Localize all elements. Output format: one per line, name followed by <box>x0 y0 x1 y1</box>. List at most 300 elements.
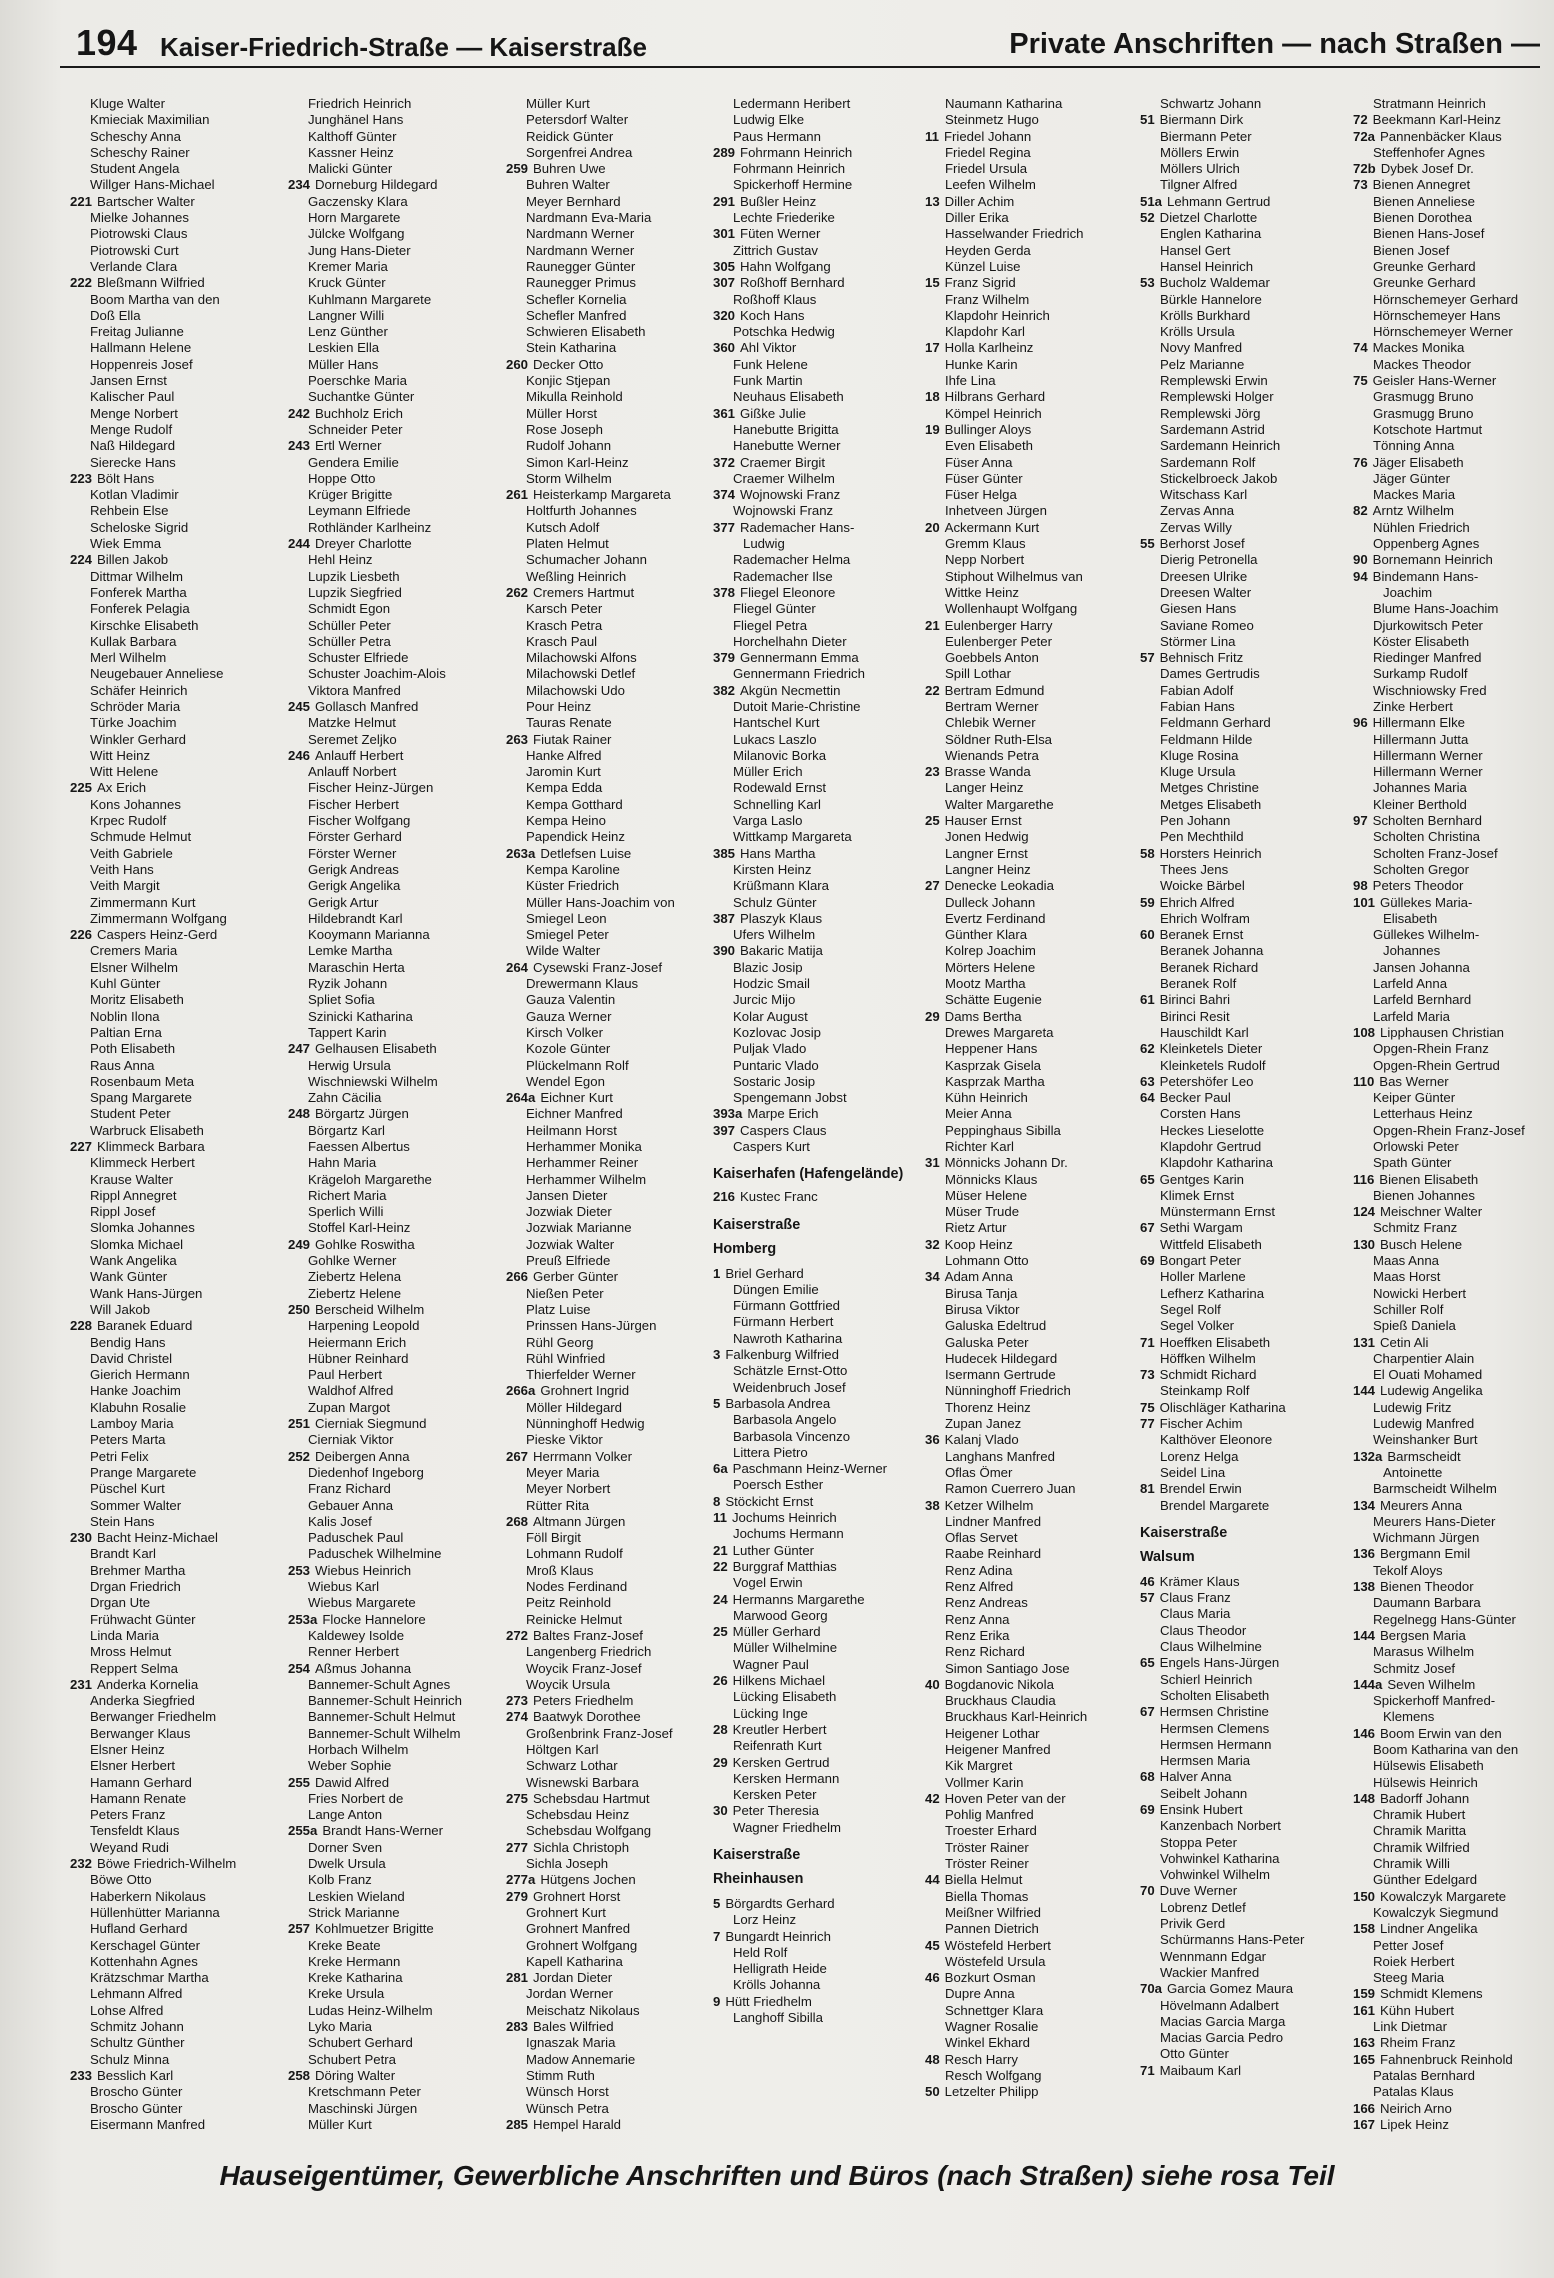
listing-entry <box>506 1889 716 1905</box>
listing-entry <box>70 1661 280 1677</box>
resident-name: Besslich Karl <box>97 2067 174 2083</box>
listing-entry <box>1140 1286 1350 1302</box>
listing-entry <box>1140 1269 1350 1285</box>
resident-name: Reinicke Helmut <box>526 1611 623 1627</box>
listing-entry <box>1140 960 1350 976</box>
resident-name: Daumann Barbara <box>1373 1595 1481 1611</box>
resident-name: Kuhl Günter <box>90 976 161 992</box>
resident-name: Hunke Karin <box>945 356 1018 372</box>
resident-name: Nepp Norbert <box>945 552 1025 568</box>
listing-entry <box>925 1025 1135 1041</box>
listing-entry <box>713 1123 923 1139</box>
house-number: 58 <box>1140 845 1155 861</box>
resident-name: Chlebik Werner <box>945 715 1036 731</box>
resident-name: Zervas Willy <box>1160 519 1232 535</box>
listing-entry <box>1140 1835 1350 1851</box>
resident-name: Krägeloh Margarethe <box>308 1171 432 1187</box>
resident-name: Zupan Margot <box>308 1399 391 1415</box>
house-number: 277a <box>506 1872 536 1888</box>
listing-entry <box>1140 1998 1350 2014</box>
house-number: 148 <box>1353 1790 1376 1806</box>
listing-entry <box>1140 1090 1350 1106</box>
listing-entry <box>288 2117 498 2133</box>
resident-name: Rütter Rita <box>526 1497 590 1513</box>
listing-entry <box>506 1025 716 1041</box>
listing-entry <box>70 699 280 715</box>
resident-name: Chramik Wilfried <box>1373 1839 1470 1855</box>
house-number: 52 <box>1140 210 1155 226</box>
listing-entry <box>70 569 280 585</box>
resident-name: Anlauff Norbert <box>308 764 397 780</box>
resident-name: Kotlan Vladimir <box>90 487 179 503</box>
listing-entry <box>713 308 923 324</box>
heading-text: Walsum <box>1140 1548 1195 1565</box>
house-number: 281 <box>506 1970 529 1986</box>
resident-name: Djurkowitsch Peter <box>1373 617 1483 633</box>
listing-entry <box>70 1823 280 1839</box>
listing-entry <box>506 129 716 145</box>
listing-entry <box>70 1595 280 1611</box>
resident-name: Kruck Günter <box>308 275 386 291</box>
listing-entry <box>70 911 280 927</box>
resident-name: Pen Johann <box>1160 813 1231 829</box>
resident-name: Cysewski Franz-Josef <box>533 959 662 975</box>
listing-entry <box>713 1787 923 1803</box>
resident-name: Kreutler Herbert <box>732 1721 827 1737</box>
resident-name: Stratmann Heinrich <box>1373 96 1486 111</box>
resident-name: Wittfeld Elisabeth <box>1160 1236 1262 1252</box>
resident-name: Bartscher Walter <box>97 193 195 209</box>
house-number: 291 <box>713 193 736 209</box>
listing-entry <box>713 1738 923 1754</box>
listing-entry <box>1353 1465 1543 1481</box>
resident-name: Fries Norbert de <box>308 1790 404 1806</box>
resident-name: Hanebutte Werner <box>733 438 841 454</box>
listing-entry <box>506 992 716 1008</box>
listing-entry <box>288 797 498 813</box>
listing-entry <box>70 1269 280 1285</box>
listing-entry <box>70 275 280 291</box>
house-number: 242 <box>288 405 311 421</box>
resident-name: Blume Hans-Joachim <box>1373 601 1499 617</box>
resident-name: Moritz Elisabeth <box>90 992 184 1008</box>
listing-entry <box>288 1905 498 1921</box>
street-heading <box>713 1216 923 1234</box>
resident-name: Holler Marlene <box>1160 1269 1246 1285</box>
resident-name: Hudecek Hildegard <box>945 1350 1058 1366</box>
listing-entry <box>713 1640 923 1656</box>
resident-name: Witt Helene <box>90 764 159 780</box>
listing-entry <box>713 992 923 1008</box>
resident-name: Schmitz Franz <box>1373 1220 1458 1236</box>
listing-entry <box>713 406 923 422</box>
listing-entry <box>70 813 280 829</box>
listing-entry <box>506 471 716 487</box>
resident-name: Hermanns Margarethe <box>732 1591 865 1607</box>
house-number: 227 <box>70 1139 93 1154</box>
resident-name: Simon Karl-Heinz <box>526 454 629 470</box>
resident-name: Patalas Bernhard <box>1373 2067 1475 2083</box>
listing-entry <box>288 764 498 780</box>
listing-entry <box>288 1074 498 1090</box>
listing-entry <box>506 1742 716 1758</box>
listing-entry <box>713 699 923 715</box>
resident-name: Vohwinkel Katharina <box>1160 1850 1280 1866</box>
resident-name: Lohmann Rudolf <box>526 1546 623 1562</box>
listing-entry <box>1353 1840 1543 1856</box>
directory-column-2 <box>288 96 498 2136</box>
listing-entry <box>506 1302 716 1318</box>
listing-entry <box>506 1318 716 1334</box>
resident-name: Drewermann Klaus <box>526 976 639 992</box>
listing-entry <box>925 1204 1135 1220</box>
resident-name: Kreke Katharina <box>308 1970 403 1986</box>
listing-entry <box>506 226 716 242</box>
resident-name: Gauza Werner <box>526 1008 612 1024</box>
house-number: 226 <box>70 927 93 943</box>
listing-entry <box>925 585 1135 601</box>
resident-name: Vohwinkel Wilhelm <box>1160 1867 1270 1883</box>
listing-entry <box>288 1367 498 1383</box>
resident-name: Stoppa Peter <box>1160 1834 1237 1850</box>
listing-entry <box>1353 1335 1543 1351</box>
house-number: 82 <box>1353 503 1368 519</box>
listing-entry <box>70 1546 280 1562</box>
listing-entry <box>70 976 280 992</box>
listing-entry <box>713 471 923 487</box>
resident-name: Johannes <box>1383 943 1441 959</box>
page-header <box>60 22 1540 68</box>
resident-name: Müller Horst <box>526 405 598 421</box>
resident-name: Klimmeck Barbara <box>97 1139 205 1154</box>
listing-entry <box>713 895 923 911</box>
listing-entry <box>925 1954 1135 1970</box>
resident-name: Ludewig Fritz <box>1373 1399 1452 1415</box>
listing-entry <box>713 552 923 568</box>
listing-entry <box>713 732 923 748</box>
resident-name: Eulenberger Peter <box>945 633 1053 649</box>
resident-name: Weinshanker Burt <box>1373 1432 1478 1448</box>
resident-name: Kirsch Volker <box>526 1024 603 1040</box>
house-number: 55 <box>1140 536 1155 552</box>
listing-entry <box>1353 1351 1543 1367</box>
resident-name: Diller Achim <box>944 193 1015 209</box>
resident-name: Heigener Lothar <box>945 1725 1040 1741</box>
listing-entry <box>713 1657 923 1673</box>
resident-name: Schmidt Klemens <box>1380 1986 1483 2002</box>
resident-name: Hübner Reinhard <box>308 1350 409 1366</box>
resident-name: Wiebus Heinrich <box>315 1562 412 1578</box>
listing-entry <box>1140 275 1350 291</box>
resident-name: Meischatz Nikolaus <box>526 2002 640 2018</box>
house-number: 254 <box>288 1660 311 1676</box>
listing-entry <box>713 683 923 699</box>
listing-entry <box>1353 1090 1543 1106</box>
house-number: 387 <box>713 910 736 926</box>
resident-name: Piotrowski Claus <box>90 226 188 242</box>
resident-name: Oppenberg Agnes <box>1373 536 1480 552</box>
listing-entry <box>925 1921 1135 1937</box>
resident-name: Woicke Bärbel <box>1160 878 1245 894</box>
listing-entry <box>925 1400 1135 1416</box>
house-number: 36 <box>925 1432 940 1448</box>
listing-entry <box>70 308 280 324</box>
resident-name: Lipphausen Christian <box>1380 1024 1504 1040</box>
listing-entry <box>925 569 1135 585</box>
listing-entry <box>1140 1639 1350 1655</box>
resident-name: Renz Erika <box>945 1627 1010 1643</box>
listing-entry <box>506 2117 716 2133</box>
listing-entry <box>70 895 280 911</box>
resident-name: Bruckhaus Karl-Heinrich <box>945 1709 1088 1725</box>
resident-name: Raunegger Günter <box>526 258 636 274</box>
listing-entry <box>925 2035 1135 2051</box>
listing-entry <box>506 1188 716 1204</box>
resident-name: Ramon Cuerrero Juan <box>945 1481 1076 1497</box>
resident-name: Krüger Brigitte <box>308 487 393 503</box>
listing-entry <box>70 1302 280 1318</box>
resident-name: Spengemann Jobst <box>733 1090 847 1106</box>
listing-entry <box>70 1758 280 1774</box>
resident-name: Ehrich Alfred <box>1159 894 1235 910</box>
listing-entry <box>506 618 716 634</box>
resident-name: Anlauff Herbert <box>315 747 404 763</box>
listing-entry <box>70 1856 280 1872</box>
house-number: 253 <box>288 1562 311 1578</box>
listing-entry <box>70 1188 280 1204</box>
resident-name: Hempel Harald <box>533 2116 621 2132</box>
resident-name: Krämer Klaus <box>1159 1573 1240 1589</box>
listing-entry <box>713 177 923 193</box>
resident-name: Kozlovac Josip <box>733 1024 821 1040</box>
resident-name: Grohnert Ingrid <box>540 1383 630 1399</box>
listing-entry <box>506 862 716 878</box>
listing-entry <box>506 1139 716 1155</box>
listing-entry <box>1353 161 1543 177</box>
resident-name: Seibelt Johann <box>1160 1785 1248 1801</box>
listing-entry <box>1353 943 1543 959</box>
resident-name: Denecke Leokadia <box>944 878 1054 894</box>
listing-entry <box>1353 1400 1543 1416</box>
listing-entry <box>1140 813 1350 829</box>
listing-entry <box>506 1009 716 1025</box>
resident-name: Goebbels Anton <box>945 650 1039 666</box>
resident-name: Wilde Walter <box>526 943 601 959</box>
listing-entry <box>713 1106 923 1122</box>
resident-name: Peppinghaus Sibilla <box>945 1122 1061 1138</box>
resident-name: Dupre Anna <box>945 1986 1015 2002</box>
listing-entry <box>925 1840 1135 1856</box>
listing-entry <box>1353 699 1543 715</box>
resident-name: Harpening Leopold <box>308 1318 420 1334</box>
resident-name: Fischer Wolfgang <box>308 813 411 829</box>
house-number: 397 <box>713 1122 736 1138</box>
resident-name: Grohnert Manfred <box>526 1921 631 1937</box>
resident-name: Peitz Reinhold <box>526 1595 612 1611</box>
listing-entry <box>1353 1481 1543 1497</box>
resident-name: Herhammer Wilhelm <box>526 1171 647 1187</box>
resident-name: Drgan Friedrich <box>90 1579 181 1595</box>
resident-name: Herhammer Monika <box>526 1139 642 1154</box>
listing-entry <box>1140 1155 1350 1171</box>
listing-entry <box>1353 1041 1543 1057</box>
resident-name: Corsten Hans <box>1160 1106 1241 1122</box>
listing-entry <box>506 1351 716 1367</box>
house-number: 67 <box>1140 1220 1155 1236</box>
listing-entry <box>925 650 1135 666</box>
listing-entry <box>925 1155 1135 1171</box>
listing-entry <box>1353 878 1543 894</box>
resident-name: Plaszyk Klaus <box>740 910 823 926</box>
listing-entry <box>1140 634 1350 650</box>
listing-entry <box>925 2052 1135 2068</box>
resident-name: Mönnicks Klaus <box>945 1171 1038 1187</box>
listing-entry <box>925 618 1135 634</box>
resident-name: Friedrich Heinrich <box>308 96 412 111</box>
resident-name: Füser Günter <box>945 470 1023 486</box>
resident-name: Macias Garcia Marga <box>1160 2013 1286 2029</box>
resident-name: Zinke Herbert <box>1373 698 1453 714</box>
resident-name: Winkel Ekhard <box>945 2035 1031 2051</box>
listing-entry <box>1353 96 1543 112</box>
resident-name: Roiek Herbert <box>1373 1953 1455 1969</box>
listing-entry <box>506 161 716 177</box>
listing-entry <box>713 1510 923 1526</box>
resident-name: Stiphout Wilhelmus van <box>945 568 1083 584</box>
resident-name: Paul Herbert <box>308 1367 383 1383</box>
resident-name: Zupan Janez <box>945 1416 1022 1432</box>
resident-name: Hoven Peter van der <box>944 1790 1066 1806</box>
resident-name: Diller Erika <box>945 210 1009 226</box>
resident-name: Oflas Servet <box>945 1530 1018 1546</box>
resident-name: Rothländer Karlheinz <box>308 519 432 535</box>
resident-name: Prinssen Hans-Jürgen <box>526 1318 657 1334</box>
resident-name: Kempa Gotthard <box>526 796 623 812</box>
listing-entry <box>288 1872 498 1888</box>
resident-name: Meischner Walter <box>1380 1204 1483 1220</box>
resident-name: Schierl Heinrich <box>1160 1671 1253 1687</box>
house-number: 230 <box>70 1530 93 1546</box>
listing-entry <box>1353 1139 1543 1155</box>
listing-entry <box>1353 487 1543 503</box>
listing-entry <box>288 2019 498 2035</box>
house-number: 382 <box>713 682 736 698</box>
listing-entry <box>70 650 280 666</box>
listing-entry <box>1140 406 1350 422</box>
listing-entry <box>70 1367 280 1383</box>
resident-name: Witschass Karl <box>1160 487 1248 503</box>
listing-entry <box>70 1970 280 1986</box>
listing-entry <box>1140 210 1350 226</box>
listing-entry <box>288 1807 498 1823</box>
resident-name: Bienen Johannes <box>1373 1187 1475 1203</box>
listing-entry <box>288 389 498 405</box>
listing-entry <box>288 992 498 1008</box>
resident-name: Warbruck Elisabeth <box>90 1122 204 1138</box>
listing-entry <box>288 1970 498 1986</box>
resident-name: Maschinski Jürgen <box>308 2100 418 2116</box>
house-number: 44 <box>925 1872 940 1888</box>
listing-entry <box>288 194 498 210</box>
listing-entry <box>70 618 280 634</box>
resident-name: Tappert Karin <box>308 1024 387 1040</box>
resident-name: Langner Willi <box>308 307 385 323</box>
resident-name: Bozkurt Osman <box>944 1970 1036 1986</box>
listing-entry <box>288 1612 498 1628</box>
resident-name: Zervas Anna <box>1160 503 1235 519</box>
listing-entry <box>713 503 923 519</box>
listing-entry <box>1353 210 1543 226</box>
resident-name: Biermann Dirk <box>1159 112 1244 128</box>
resident-name: Anderka Kornelia <box>97 1676 199 1692</box>
resident-name: Boom Martha van den <box>90 291 220 307</box>
resident-name: Künzel Luise <box>945 258 1021 274</box>
listing-entry <box>713 601 923 617</box>
resident-name: Verlande Clara <box>90 258 178 274</box>
resident-name: Hörnschemeyer Hans <box>1373 307 1501 323</box>
listing-entry <box>288 1921 498 1937</box>
listing-entry <box>1353 471 1543 487</box>
listing-entry <box>288 666 498 682</box>
resident-name: Förster Werner <box>308 845 397 861</box>
resident-name: Reifenrath Kurt <box>733 1738 822 1754</box>
resident-name: Roßhoff Bernhard <box>740 275 845 291</box>
listing-entry <box>506 1367 716 1383</box>
listing-entry <box>713 1074 923 1090</box>
resident-name: Gohlke Roswitha <box>315 1236 415 1252</box>
resident-name: Güllekes Maria- <box>1380 894 1473 910</box>
resident-name: Tröster Rainer <box>945 1839 1029 1855</box>
resident-name: Waldhof Alfred <box>308 1383 394 1399</box>
resident-name: Hildebrandt Karl <box>308 910 403 926</box>
listing-entry <box>506 634 716 650</box>
resident-name: Ertl Werner <box>315 438 382 454</box>
listing-entry <box>288 1514 498 1530</box>
listing-entry <box>925 1449 1135 1465</box>
listing-entry <box>713 1994 923 2010</box>
listing-entry <box>1353 862 1543 878</box>
listing-entry <box>925 226 1135 242</box>
house-number: 30 <box>713 1803 728 1819</box>
directory-column-4 <box>713 96 923 2136</box>
listing-entry <box>506 1726 716 1742</box>
listing-entry <box>1353 455 1543 471</box>
listing-entry <box>70 1335 280 1351</box>
listing-entry <box>1140 1688 1350 1704</box>
resident-name: Pelz Marianne <box>1160 356 1245 372</box>
resident-name: Kanzenbach Norbert <box>1160 1818 1281 1834</box>
listing-entry <box>925 748 1135 764</box>
resident-name: Kleinketels Dieter <box>1159 1041 1263 1057</box>
listing-entry <box>1353 1872 1543 1888</box>
resident-name: Dorneburg Hildegard <box>315 177 438 193</box>
resident-name: Horchelhahn Dieter <box>733 633 847 649</box>
resident-name: Barbasola Andrea <box>725 1395 831 1411</box>
resident-name: Güllekes Wilhelm- <box>1373 927 1480 943</box>
listing-entry <box>70 1106 280 1122</box>
resident-name: Regelnegg Hans-Günter <box>1373 1611 1516 1627</box>
listing-entry <box>1353 895 1543 911</box>
listing-entry <box>1353 780 1543 796</box>
listing-entry <box>1140 536 1350 552</box>
listing-entry <box>1140 1672 1350 1688</box>
listing-entry <box>925 1383 1135 1399</box>
resident-name: Hoppe Otto <box>308 470 376 486</box>
listing-entry <box>925 1563 1135 1579</box>
listing-entry <box>713 1608 923 1624</box>
listing-entry <box>713 1282 923 1298</box>
listing-entry <box>70 1432 280 1448</box>
